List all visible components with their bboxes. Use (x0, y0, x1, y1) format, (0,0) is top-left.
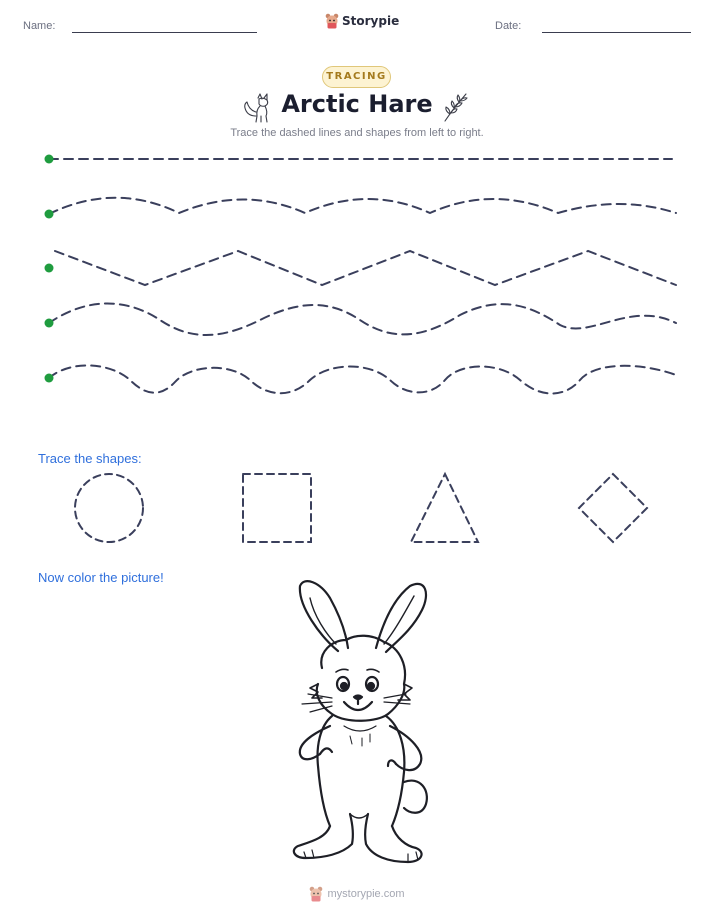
tracing-line-wavy[interactable] (49, 198, 676, 214)
shape-triangle[interactable] (411, 474, 478, 542)
coloring-section-title: Now color the picture! (38, 570, 164, 585)
footer (0, 886, 714, 902)
tracing-lines (0, 140, 714, 400)
page-title: Arctic Hare (281, 90, 433, 118)
date-label: Date: (495, 20, 522, 32)
shape-diamond[interactable] (579, 474, 647, 542)
shape-circle[interactable] (75, 474, 143, 542)
shape-square[interactable] (243, 474, 311, 542)
leaf-branch-icon (441, 91, 471, 123)
name-label: Name: (23, 20, 56, 32)
tracing-shapes (0, 468, 714, 548)
brand-name: Storypie (342, 14, 400, 28)
tracing-line-wave[interactable] (49, 303, 676, 335)
start-dot (45, 319, 54, 328)
shapes-section-title: Trace the shapes: (38, 451, 142, 466)
tracing-badge: TRACING (322, 66, 391, 88)
name-field-line[interactable] (72, 32, 257, 33)
start-dot (45, 155, 54, 164)
brand-logo (325, 13, 399, 29)
start-dot (45, 374, 54, 383)
tracing-line-curly-wave[interactable] (49, 365, 676, 393)
start-dot (45, 210, 54, 219)
storypie-bear-icon (325, 13, 339, 29)
storypie-bear-icon (309, 886, 323, 902)
instructions: Trace the dashed lines and shapes from left to right. (230, 127, 484, 139)
tracing-line-zigzag[interactable] (55, 251, 676, 285)
footer-url[interactable]: mystorypie.com (327, 888, 405, 900)
arctic-hare-picture (280, 576, 440, 874)
date-field-line[interactable] (542, 32, 691, 33)
start-dot (45, 264, 54, 273)
